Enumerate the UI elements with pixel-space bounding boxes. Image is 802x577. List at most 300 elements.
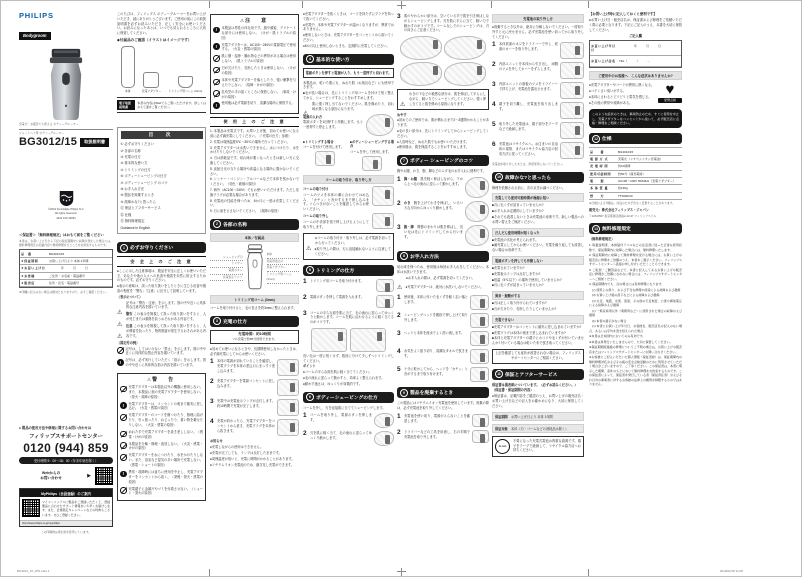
parts-shaver-illustration bbox=[245, 244, 265, 292]
step-illustration bbox=[560, 122, 584, 139]
step-illustration bbox=[470, 367, 489, 382]
section-number-icon: 5 bbox=[306, 266, 314, 274]
trouble-check: ■充電アダプターはコンセントに確実に差し込まれていますか? bbox=[492, 324, 582, 329]
ebook-badge: 電子取扱説明書 bbox=[117, 100, 135, 110]
repair-term: 1. 取扱説明書、本体貼付ラベルなどの注意書に従った正常な使用状態で、保証期間内に故障した場合には、無料修理いたします。 bbox=[589, 243, 682, 252]
trouble-check: ■充電池の劣化が考えられます。 bbox=[492, 237, 539, 242]
section-title: ボディーシェービングの仕方 bbox=[316, 395, 378, 401]
inspection-item: ●充電アダプターやコードが異常に熱くなる。 bbox=[589, 83, 655, 88]
spec-value: 充電式（リチウムイオン充電池） bbox=[618, 156, 663, 161]
inspection-list bbox=[589, 82, 656, 106]
step-text: 端子を切り離し、充電池を取り出します。 bbox=[499, 102, 558, 112]
step-text: シェービングヘッドを親指で押し上げて取り外します。 bbox=[404, 313, 468, 322]
spec-value: BG3012/15 bbox=[618, 149, 634, 154]
caution-rows bbox=[213, 26, 296, 109]
prohibition-icon bbox=[120, 386, 127, 393]
myphilips-url: http://www.philips.co.jp/myphilips bbox=[20, 520, 112, 526]
warranty-row-label: 品 番 bbox=[21, 251, 32, 256]
heart-icon: ♥ bbox=[665, 81, 675, 99]
toc-item: ② 各部の名称 bbox=[120, 148, 141, 153]
step-illustration bbox=[470, 331, 489, 346]
toc-item: ⑬ 無料修理規定 bbox=[120, 219, 145, 224]
section-number-icon: 13 bbox=[592, 225, 600, 233]
imprint-line: ©2019 Koninklijke Philips N.V. bbox=[48, 208, 84, 211]
step-number: 4 bbox=[210, 418, 214, 426]
step-row bbox=[210, 419, 299, 436]
memo-heading: 【お買い上げ時に記入しておくと便利です】 bbox=[589, 12, 657, 16]
step-text: ドライバーなどの工具を用意し、右の手順で充電池を取り外します。 bbox=[404, 429, 470, 439]
symbol-text: 記号は、必ず実行していただく「指示」を示します。図の中や近くに具体的な指示内容を描いています。 bbox=[125, 358, 206, 368]
step-number: 5 bbox=[397, 366, 401, 374]
step-text: ヘッドと本体を流水でよく洗い流します。 bbox=[404, 331, 465, 336]
step-number: 1 bbox=[210, 358, 214, 366]
step-row bbox=[303, 413, 394, 428]
step-number: 2 bbox=[492, 61, 496, 69]
warning-text: 充電アダプターは、コンセントの奥まで確実に差し込む。（火災・感電の原因） bbox=[128, 401, 203, 411]
warning-text: 充電アダプターのコードを傷つけたり、無理に曲げたり、引っ張ったり、ねじったり、重い物を載せたりしない。（火災・感電の原因） bbox=[128, 413, 203, 427]
guideline-item: ●初めてのご使用では、肌が慣れるまで2〜3週間かかることがあります。 bbox=[397, 118, 489, 128]
spec-note: ※仕様および外観は、改良のため予告なく変更することがあります。 bbox=[589, 201, 676, 206]
disposal-intro: この製品にはリチウムイオン充電池を使用しています。廃棄の際は、必ず充電池を取り外してください。 bbox=[397, 401, 489, 410]
guideline-item: ●入浴時など、ぬれた肌でもお使いいただけます。 bbox=[397, 139, 469, 144]
display-about-label: 〈表示について〉 bbox=[117, 294, 143, 299]
part-label: トリマー bbox=[210, 261, 243, 268]
warranty-row bbox=[20, 273, 112, 280]
step-number: 3 bbox=[210, 398, 214, 406]
memo-table bbox=[589, 40, 682, 68]
warning-row bbox=[120, 453, 203, 467]
ebook-note: 本書の内容はWebでもご覧いただけます。詳しくはおもて面をご覧ください。 bbox=[137, 100, 206, 110]
trouble-items bbox=[492, 203, 584, 224]
recycled-paper-note: この印刷物は再生紙を使用しています。 bbox=[40, 530, 92, 535]
section-number-icon: 6 bbox=[306, 393, 314, 401]
spec-label: 替 刃 bbox=[590, 193, 605, 198]
support-block bbox=[19, 425, 113, 534]
section-header-repair-terms bbox=[589, 223, 682, 234]
spec-label: 本 体 質 量 bbox=[590, 186, 609, 191]
warranty-row-label: ★販売店 bbox=[21, 281, 35, 286]
battery-removal-intro: ●廃棄するとき以外は、絶対に分解しないでください。一度取り外すと元に戻せません。必ず充電池を使い切ってから取り外してください。 bbox=[492, 25, 584, 39]
trouble-check: ■それでも改善しないときは充電池の寿命です。新しい製品へのお買い替えをご検討ください。 bbox=[492, 214, 584, 224]
section-number-icon: 3 bbox=[213, 317, 221, 325]
trouble-check: ■充電されていますか? bbox=[492, 265, 525, 270]
section-header-basic-use bbox=[303, 54, 394, 65]
accessory-label: 充電アダプター bbox=[141, 89, 162, 94]
column-intro-safety bbox=[117, 11, 206, 567]
care-caution: ●お手入れの際は、必ず電源を切ってください。 bbox=[406, 275, 475, 280]
symbol-example-label: 〈図記号の例〉 bbox=[117, 340, 140, 345]
trouble-check: ■お手入れは定期的にしていますか? bbox=[492, 209, 544, 214]
seller-name: 販売元：株式会社フィリップス・ジャパン bbox=[589, 208, 649, 213]
guideline-label: めやす bbox=[397, 112, 407, 117]
section-number-icon: 2 bbox=[213, 220, 221, 228]
crop-mark-bottom-h bbox=[397, 571, 406, 572]
comb-attach-label: コームの取り付け bbox=[303, 186, 329, 191]
toc-item: Guidance in English bbox=[120, 225, 150, 230]
section-number-icon: 1 bbox=[120, 244, 128, 252]
warning-text: 充電アダプターは本製品以外の機器に使用しない。また、本製品に他の充電アダプターを使用しない。（発火・故障の原因） bbox=[128, 384, 203, 399]
toc-list bbox=[121, 141, 203, 231]
step-row: 2 わき 腕を上げてわきを伸ばし、いろいろな方向からゆっくり動かします。 bbox=[397, 201, 489, 222]
memo-row bbox=[590, 41, 681, 56]
step-text: 充電池はリサイクルへ。お住まいの自治体の規則、またはリサイクル協力店の回収方法に従ってください。 bbox=[499, 142, 558, 156]
note-item: ●充電アダプターを抜くときは、コードを持たずにプラグを持って抜いてください。 bbox=[303, 12, 394, 21]
step-illustration bbox=[470, 313, 489, 328]
step-number: 2 bbox=[397, 428, 401, 436]
caution-icon bbox=[213, 27, 220, 34]
caution-text: 充電アダプターは、AC100〜240Vの電源電圧で使用する。（火災・感電の原因） bbox=[221, 42, 296, 52]
repair-term: (ﾛ) お買い上げ後の落下などによる故障および損傷 bbox=[589, 293, 660, 297]
trim-direction-illustration-left bbox=[311, 328, 347, 352]
usage-note: 7. 海外（AC100〜240V）でもお使いいただけます。ただし変換プラグが必要な場合があります。 bbox=[210, 188, 299, 197]
caution-text: 乳幼児の手の届くところに保管しない。（事故・けがの原因） bbox=[221, 89, 296, 99]
mode-shave-label: ■ボディーシェービングする場合 bbox=[350, 139, 394, 149]
warranty-note: 本書は、お買い上げ日から下記の保証期間中に故障が発生した場合には、無料修理規定の記載内容で無料修理を行うことをお約束するものです。 bbox=[19, 239, 113, 248]
spec-value: 約50分（満充電時） bbox=[618, 171, 646, 176]
caution-box bbox=[210, 14, 299, 114]
toc-header: 目 次 bbox=[121, 131, 203, 139]
body-area-illustration bbox=[465, 177, 489, 198]
caution-text: 本体や充電アダプターを落としたり、強い衝撃を与えたりしない。（故障・けがの原因） bbox=[221, 77, 296, 87]
spec-row bbox=[589, 156, 682, 163]
manual-badge: 取扱説明書 bbox=[80, 138, 109, 147]
safety-paragraph: ●表示の意味は、誤った取り扱いをしたときに生じる危害や損害の程度を「警告」「注意」に区分して説明しています。 bbox=[117, 284, 206, 294]
safety-paragraph: ●ここに示した注意事項は、製品を安全に正しくお使いいただき、あなたや他の人々への危害や損害を未然に防止するためのものです。必ずお守りください。 bbox=[117, 268, 206, 283]
step-illustration bbox=[374, 413, 394, 428]
caution-row bbox=[213, 101, 296, 108]
trimming-steps bbox=[303, 279, 394, 308]
step-number: 2 bbox=[397, 199, 401, 207]
care-intro: 切れ味を保つため、使用後は毎回お手入れをしてください。本体は水洗いできます。 bbox=[397, 264, 489, 274]
section-header-body-shaving bbox=[303, 392, 394, 403]
step-text: 電源ボタンを押して電源を入れます。 bbox=[310, 294, 364, 299]
part-label: 充電表示ランプ bbox=[210, 275, 243, 282]
column-spec-repair bbox=[589, 11, 682, 567]
warning-row bbox=[120, 487, 203, 497]
trouble-note: 上記を確認しても症状が改善されない場合は、フィリップスサポートセンターにご相談ください。 bbox=[495, 351, 581, 361]
section-header-safety bbox=[117, 242, 206, 253]
step-number: 3 bbox=[397, 223, 401, 231]
step-illustration bbox=[277, 419, 299, 436]
memo-row-label: お買い上げ年月日 bbox=[591, 44, 616, 53]
section-number-icon: 8 bbox=[400, 252, 408, 260]
section-number-icon: 12 bbox=[592, 135, 600, 143]
accessory-comb bbox=[168, 76, 202, 93]
comb-attach-bar: コームの取り付け、取り外し方 bbox=[303, 175, 394, 184]
spec-value: 約10時間 bbox=[618, 164, 631, 169]
point-item: ●コームの平らな面を肌に軽く当ててください。 bbox=[303, 370, 372, 375]
warning-triangle-icon bbox=[117, 301, 124, 308]
usage-note: 5. 直射日光の当たる場所や高温になる場所に置かないでください。 bbox=[210, 166, 299, 176]
arrow-icon: ▶ bbox=[87, 473, 91, 480]
info-item: ●リチウムイオン充電池のため、継ぎ足し充電ができます。 bbox=[210, 462, 295, 467]
repair-term: (ｲ) 使用上の誤り、および不当な修理や改造による故障および損傷 bbox=[589, 287, 681, 292]
trouble-title: 充電しても使用可能時間が極端に短い bbox=[492, 193, 584, 202]
toc-item: ⑤ トリミングの仕方 bbox=[120, 167, 151, 172]
warranty-row-value: BG3012/15 bbox=[49, 251, 65, 256]
repair-terms-label: （無料修理規定） bbox=[589, 237, 615, 242]
step-text: 充電池を使い切り、電源が入らないことを確認します。 bbox=[404, 413, 470, 423]
step-illustration bbox=[277, 359, 299, 376]
fold-tick bbox=[588, 569, 589, 576]
battery-removal-bar: 充電池の取り外し方 bbox=[492, 14, 584, 23]
toc-item: ⑧ お手入れ方法 bbox=[120, 187, 145, 192]
trouble-items bbox=[492, 325, 584, 346]
shaving-caution-text: わきの下などの敏感な部分は、肌を伸ばして平らにしながら、軽い力でシェービングしてください。強く押し当てると肌を傷める原因になります。 bbox=[409, 92, 486, 106]
note-item: ●使用しないときは、充電アダプターをコンセントから抜いてください。 bbox=[303, 33, 394, 42]
comb-caution-text: ●取り外しの際は、刃に直接触れないように注意してください。 bbox=[314, 246, 391, 256]
section-header-trimming bbox=[303, 265, 394, 276]
note-item: ●6か月以上使用しないときも、定期的に充電してください。 bbox=[303, 43, 390, 48]
parts-diagram-bar: 本体／付属品 bbox=[210, 233, 299, 242]
myphilips-box bbox=[19, 488, 113, 527]
body-area-illustration bbox=[465, 201, 489, 222]
repair-term: (ﾊ) 火災、地震、水害、落雷、その他の天災地変、公害や異常電圧による故障および損傷 bbox=[589, 298, 682, 307]
trouble-check: ■充電プラグは本体の奥まで差し込まれていますか? bbox=[492, 330, 566, 335]
section-header-troubleshooting bbox=[492, 172, 584, 183]
usage-note: 6. シンナー・ベンジン・アルコールなどで本体を拭かないでください。（変色・破損の原因） bbox=[210, 177, 299, 187]
points-list bbox=[303, 370, 394, 386]
caution-icon bbox=[213, 55, 220, 62]
part-label: シェービング刃 bbox=[210, 255, 243, 262]
step-row bbox=[210, 379, 299, 396]
warning-text: 本製品を分解・修理・改造しない。（火災・感電・けがの原因） bbox=[128, 441, 203, 451]
memo-row-value: 年 月 日 bbox=[619, 44, 662, 49]
imprint-line: All rights reserved. bbox=[54, 212, 78, 216]
toc-item: ① 必ずお守りください bbox=[120, 142, 155, 147]
step-number: 3 bbox=[492, 81, 496, 89]
step-row bbox=[397, 331, 489, 346]
section-title: 充電の仕方 bbox=[223, 319, 247, 325]
step-text: 本体の電源が切れていることを確認し、充電プラグを本体の差込口にまっすぐ差し込みます。 bbox=[217, 359, 275, 373]
shaving-step-3 bbox=[397, 14, 489, 33]
section-number-icon: 11 bbox=[495, 370, 503, 378]
troubleshooting-intro: 修理を依頼される前に、次の点をお調べください。 bbox=[492, 185, 566, 190]
warranty-card bbox=[19, 233, 113, 295]
step-number: 3 bbox=[397, 13, 401, 20]
points-label: ポイント bbox=[303, 364, 316, 369]
step-number: 1 bbox=[303, 277, 307, 285]
toc-item: ⑩ 故障かな?と思ったら bbox=[120, 199, 156, 204]
step-row bbox=[492, 62, 584, 79]
repair-term: ※本書は再発行いたしませんので、大切に保管してください。 bbox=[589, 339, 673, 344]
trouble-note-box bbox=[492, 349, 584, 364]
step-row bbox=[492, 122, 584, 139]
product-photo bbox=[37, 47, 95, 121]
warning-row bbox=[120, 402, 203, 412]
comb-remove-illustration bbox=[372, 213, 394, 229]
parts-labels-right bbox=[267, 252, 300, 284]
memo-note: ●お買い上げ日・販売店名は、保証書および修理をご依頼いただく際に必要となります。下記にご記入のうえ、本書を大切に保管してください。 bbox=[589, 18, 682, 32]
step-illustration bbox=[560, 42, 584, 59]
aijou-tenken-mark bbox=[658, 82, 682, 106]
trouble-title: 電源ボタンを押しても作動しない bbox=[492, 256, 584, 265]
step-number: 2 bbox=[303, 293, 307, 301]
accessory-label: トリミング用コーム (3mm) bbox=[168, 89, 203, 94]
step-text: 充電が終わったら、充電アダプターをコンセントから抜き、充電プラグを本体から抜きます。 bbox=[217, 419, 275, 433]
part-label: 本体 bbox=[267, 252, 300, 259]
repair-term: ※お客様にご記入いただいた個人情報（保証書控）は、保証期間内の無料修理対応およびその後の安全点検活動のために利用させていただく場合がございますので、ご了承ください。この保証書は、本書に明示した期間、条件のもとにおいて無料修理をお約束するものです。この保証書によって、保証書を発行している者（保証責任者）およびそれ以外の事業者に対するお客様の法律上の権利を制限するものではありません。 bbox=[589, 355, 682, 386]
armpit-illustration bbox=[366, 114, 394, 136]
warning-text: 充電アダプターを水につけたり、水をかけたりしない。また、浴室など湿気の多い場所で充電しない。（感電・ショートの原因） bbox=[128, 453, 203, 468]
myphilips-text: マイフィリップスに製品をご登録いただくと、登録製品に合わせたサポート情報をいち早くお届けします。また、会員限定キャンペーンなどの特典もございます。ぜひご登録ください。 bbox=[42, 499, 110, 517]
step-text: 内部ユニットを本体から引き出し、両側のツメを外してカバーをずらします。 bbox=[499, 62, 558, 72]
warning-box bbox=[117, 373, 206, 501]
trouble-items bbox=[492, 301, 584, 312]
caution-row bbox=[213, 78, 296, 88]
section-header-disposal bbox=[397, 387, 489, 398]
info-list bbox=[210, 445, 299, 467]
trouble-title: だんだん使用時間が短くなった bbox=[492, 228, 584, 237]
caution-icon bbox=[213, 90, 220, 97]
toc-item: ⑪ 保証とアフターサービス bbox=[120, 206, 161, 211]
comb-remove-label: コームの取り外し bbox=[303, 213, 329, 218]
step-text: コームを取り外し、電源ボタンを押します。 bbox=[310, 413, 372, 423]
toc-item: ④ 基本的な使い方 bbox=[120, 161, 148, 166]
caution-text: 刃が欠けたり、変形したときは使用しない。（けがの原因） bbox=[221, 66, 296, 75]
usage-notes-list bbox=[210, 129, 299, 214]
trouble-check: ■満充電にしてからお使いください。充電を繰り返しても改善しない場合は寿命です。 bbox=[492, 243, 584, 253]
trouble-items bbox=[492, 266, 584, 288]
accessory-label: 本体 bbox=[124, 89, 131, 94]
caution-row bbox=[213, 54, 296, 64]
trouble-check: ■刃に毛くずが詰まっていませんか? bbox=[492, 283, 544, 288]
section-title: ボディー シェービングのコツ bbox=[410, 159, 474, 165]
trouble-title: 異音・振動がする bbox=[492, 291, 584, 300]
warranty-row bbox=[20, 250, 112, 257]
mode-shave-note: コームを外して使用します。 bbox=[350, 150, 392, 155]
info-item: ●充電が完了しても、ランプは点灯したままです。 bbox=[210, 450, 282, 455]
liion-recycle-mark: Li-ion bbox=[495, 439, 510, 454]
usage-note: 4. 刃は消耗品です。切れ味が悪くなったときは新しい刃に交換してください。 bbox=[210, 156, 299, 166]
warranty-heading: ＜保証書＞「無料修理規定」はおもて面をご覧ください bbox=[19, 232, 104, 237]
warranty-row-value: ご住所・お名前・電話番号 bbox=[49, 273, 86, 278]
symbol-icon bbox=[117, 347, 124, 354]
accessory-body bbox=[121, 46, 135, 93]
step-number: 2 bbox=[397, 312, 401, 320]
comb-caution-box bbox=[303, 233, 394, 259]
step-row bbox=[492, 102, 584, 119]
comb-caution-text: ●コームの取り付け・取り外しは、必ず電源を切ってから行ってください。 bbox=[315, 236, 391, 246]
charge-runtime: フル充電で約50分使用できます。 bbox=[232, 337, 277, 342]
step-illustration bbox=[560, 82, 584, 99]
tips-intro: 胸やお腹、わき、腕、脚などのムダ毛のお手入れに便利です。 bbox=[397, 169, 486, 174]
step-text: トリミング用コームを取り付けます。 bbox=[310, 278, 364, 283]
section-title: 仕様 bbox=[602, 137, 612, 143]
section-header-charging bbox=[210, 316, 299, 327]
usage-note: 8. 充電池の性能を保つため、6か月に一度は充電してください。 bbox=[210, 198, 299, 208]
battery-recycle-box bbox=[492, 436, 584, 457]
fold-tick bbox=[588, 1, 589, 8]
prohibition-icon bbox=[120, 414, 127, 421]
mode-trim-note: コームを付けて使用します。 bbox=[303, 145, 345, 150]
trouble-title: 充電できない bbox=[492, 315, 584, 324]
accessory-adapter bbox=[142, 72, 161, 93]
fold-tick bbox=[209, 569, 210, 576]
prohibition-icon bbox=[120, 431, 127, 438]
step-number: 1 bbox=[303, 412, 307, 420]
trimming-step-3 bbox=[303, 311, 394, 325]
usage-note: 2. 充電は周囲温度5℃〜35℃の場所で行ってください。 bbox=[210, 139, 290, 144]
info-item: ●周囲温度が低いと、充電に時間がかかることがあります。 bbox=[210, 456, 295, 461]
caution-text: 本製品は男性の体毛用です。顔や頭髪、デリケートな部分には使用しない。（けが・肌トラブルの原因） bbox=[221, 26, 296, 40]
section-header-care bbox=[397, 251, 489, 262]
column-tips-care bbox=[397, 11, 489, 567]
step-number: 3 bbox=[397, 330, 401, 338]
section-title: 製品を廃棄するとき bbox=[410, 391, 454, 397]
spec-row bbox=[589, 171, 682, 178]
toc-item: ⑦ ボディーシェービング のコツ bbox=[120, 180, 168, 185]
service-row: 保証期間 お買い上げ日より 本体 1年間 bbox=[492, 412, 584, 421]
spec-row bbox=[589, 193, 682, 200]
panel-illustration bbox=[400, 62, 442, 86]
step-text: 刃を肌に軽く当て、毛の流れに逆らってゆっくり動かします。 bbox=[310, 431, 372, 441]
warning-rows bbox=[120, 385, 203, 496]
panel-illustration bbox=[444, 36, 486, 60]
service-item: ●保証書は、記載内容をご確認のうえ、お買い上げの販売店名・お買い上げ日などの記入をお確かめになり、大切に保管してください。 bbox=[492, 394, 584, 408]
comb-remove-text: コームの中央部を指で押し上げるようにして取り外します。 bbox=[303, 219, 369, 229]
warning-level-row: ⚠ 警告 この表示を無視して誤った取り扱いをすると、人が死亡または重傷を負うおそれがある内容です。 bbox=[117, 312, 206, 322]
warning-text: 充電端子に金属片やゴミを付着させない。（ショート・発火の原因） bbox=[128, 486, 203, 496]
trouble-items bbox=[492, 238, 584, 253]
photo-caption: 充電式・お風呂でも使える ボディーグルーマー bbox=[19, 122, 79, 126]
guideline-item: ●毛の長い部分は、先にトリミングしてからシェービングしてください。 bbox=[397, 128, 489, 138]
section-number-icon: 9 bbox=[400, 389, 408, 397]
charge-time: 充電時間：約10時間 bbox=[238, 332, 271, 337]
support-center-name: フィリップスサポートセンター bbox=[28, 433, 104, 440]
care-caution: ●充電アダプターは、絶対に水洗いしないでください。 bbox=[405, 284, 484, 289]
toc-item: ⑨ 製品を廃棄するとき bbox=[120, 193, 155, 198]
step-row bbox=[492, 142, 584, 159]
warning-row bbox=[120, 470, 203, 484]
step-illustration bbox=[472, 414, 489, 427]
inspection-item: ●コゲくさい臭いがする。 bbox=[589, 89, 626, 94]
recycle-text: 不要になった充電式電池は貴重な資源です。端子をテープで絶縁して、リサイクル協力店へお持ちください。 bbox=[513, 438, 581, 453]
section-header-shaving-tips bbox=[397, 155, 489, 166]
accessories-illustrations bbox=[117, 46, 206, 93]
step-number: 1 bbox=[397, 294, 401, 302]
spec-value: 約136g bbox=[618, 186, 628, 191]
parts-diagram bbox=[210, 244, 299, 292]
repair-term: (ﾍ) 本書にお買い上げ年月日、お客様名、販売店名の記入のない場合、あるいは字句を書き替えられた場合 bbox=[589, 324, 682, 333]
philips-shield-logo bbox=[59, 190, 74, 207]
step-row bbox=[397, 430, 489, 443]
step-row bbox=[492, 82, 584, 99]
warning-text: 異常・故障時には直ちに使用を中止し、充電アダプターをコンセントから抜く。（発煙・発火・感電の原因） bbox=[128, 470, 203, 484]
step-text: コームの平らな面を肌に当て、毛の流れに逆らってゆっくりと動かします。コームを肌に沿わせるように軽く当てるのがコツです。 bbox=[310, 310, 394, 325]
usage-note: 1. 本製品は充電式です。お買い上げ後、初めてお使いになる前に必ず満充電にしてください。（「充電の仕方」参照） bbox=[210, 129, 299, 139]
comb-on-illustration bbox=[315, 151, 335, 166]
section-header-parts bbox=[210, 219, 299, 230]
trouble-check: ■刃が欠けたり、変形したりしていませんか? bbox=[492, 306, 557, 311]
shaving-caution-box bbox=[397, 89, 489, 109]
step-row bbox=[210, 399, 299, 416]
support-hours-bar: 受付時間 9：00〜18：00（年末年始を除く） bbox=[19, 457, 113, 464]
repair-term: 4. 保証期間内でも、次の場合には有料修理になります。 bbox=[589, 282, 665, 286]
step-row bbox=[303, 295, 394, 308]
charge-note: ●初めてお使いになるときや、長期間使用しなかったときは、必ず満充電にしてからお使いください。 bbox=[210, 346, 299, 356]
warranty-row-value: 年 月 日 bbox=[49, 266, 89, 271]
guideline-list bbox=[397, 118, 489, 150]
spec-row bbox=[589, 148, 682, 155]
bodygroom-badge: Bodygroom bbox=[19, 32, 51, 40]
caution-text: 使用後は必ず電源を切り、清潔な場所に保管する。 bbox=[221, 101, 295, 106]
step-row bbox=[303, 279, 394, 292]
prohibition-icon bbox=[120, 402, 127, 409]
caution-icon bbox=[213, 67, 220, 74]
comb-attach-text: コームのツメを本体の溝に合わせてはめ込み、「カチッ」と音がするまで押し込みます。ぐらつきがないことを確認してからお使いください。 bbox=[303, 192, 369, 212]
spec-row bbox=[589, 163, 682, 170]
